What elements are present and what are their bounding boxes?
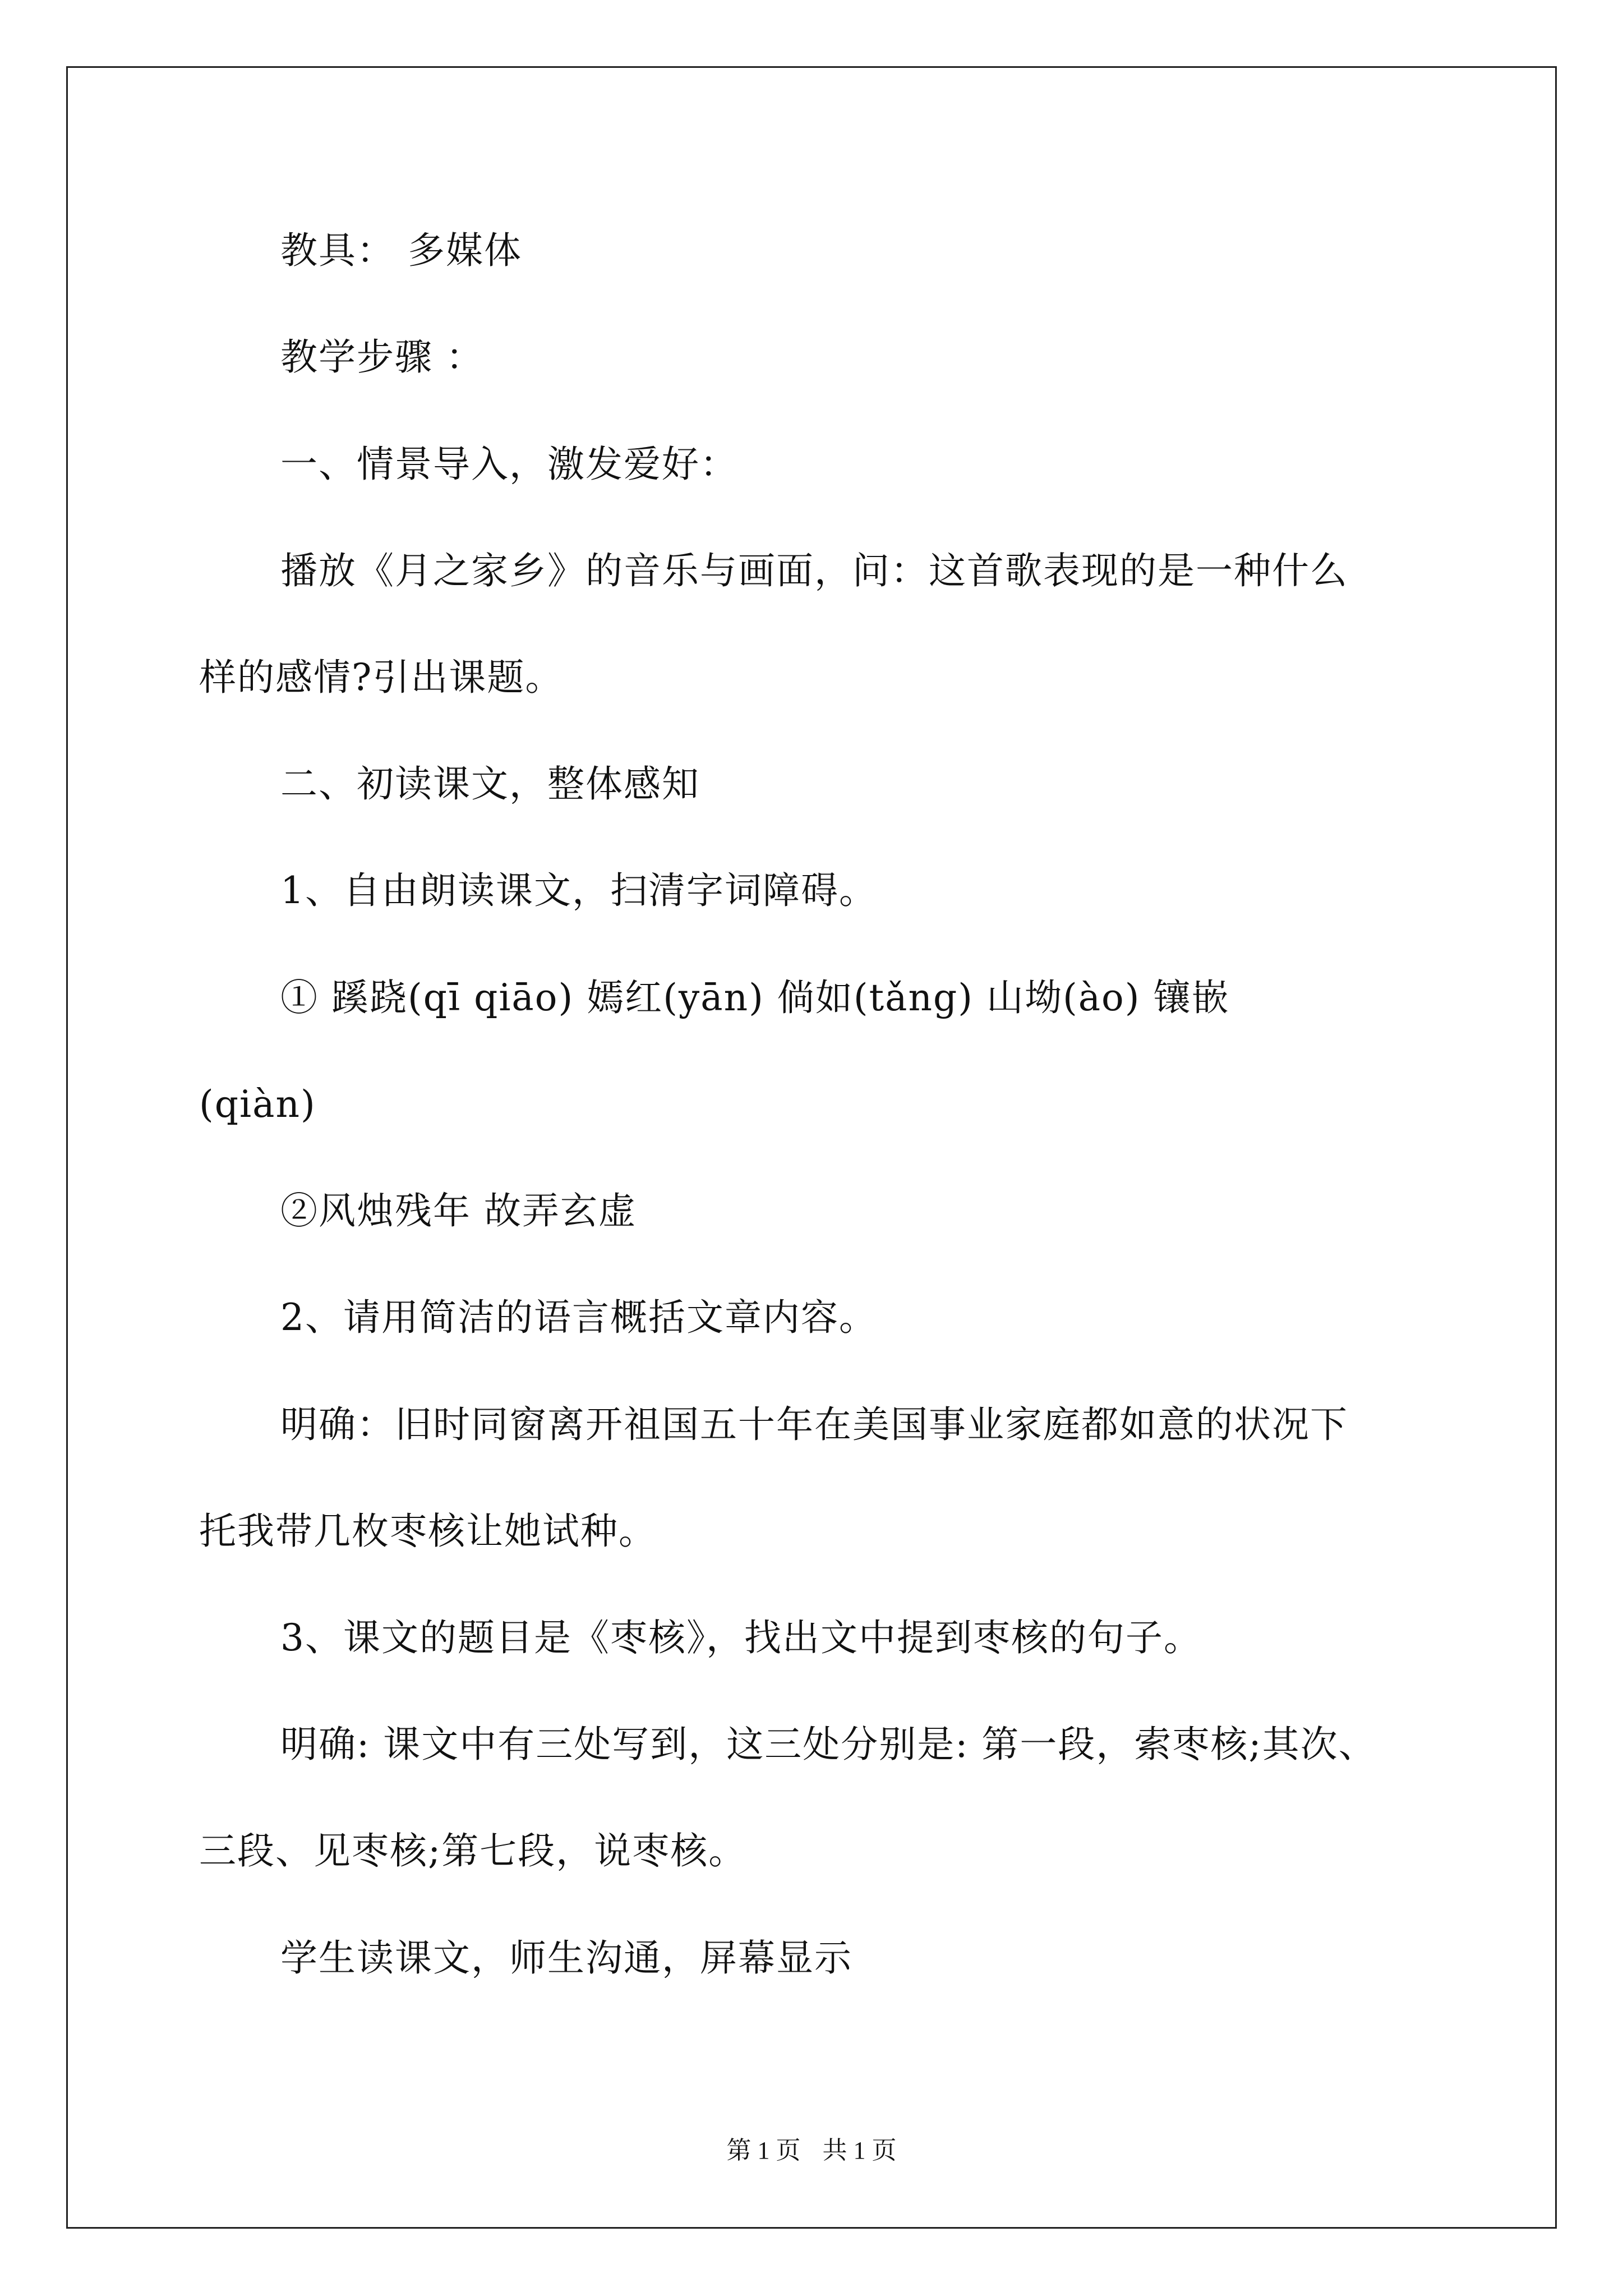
page-number: 第 1 页 <box>726 2137 801 2164</box>
text-line-answer-1-cont: 托我带几枚枣核让她试种。 <box>199 1510 657 1553</box>
text-line-teaching-steps: 教学步骤 ： <box>280 335 484 379</box>
text-line-play-music-cont: 样的感情?引出课题。 <box>199 656 564 699</box>
text-line-section-one: 一、情景导入，激发爱好： <box>280 443 738 486</box>
text-line-section-two: 二、初读课文，整体感知 <box>280 762 700 806</box>
text-line-teaching-tools: 教具： 多媒体 <box>280 229 522 272</box>
text-line-answer-1: 明确：旧时同窗离开祖国五十年在美国事业家庭都如意的状况下 <box>280 1403 1348 1446</box>
text-line-step-2: 2、请用简洁的语言概括文章内容。 <box>280 1296 877 1339</box>
text-line-play-music: 播放《月之家乡》的音乐与画面，问：这首歌表现的是一种什么 <box>280 549 1348 592</box>
text-line-student-reading: 学生读课文，师生沟通，屏幕显示 <box>280 1936 852 1980</box>
page-total: 共 1 页 <box>822 2137 897 2164</box>
text-line-vocab-1: ① 蹊跷(qī qiāo) 嫣红(yān) 倘如(tǎng) 山坳(ào) 镶嵌 <box>280 976 1230 1019</box>
text-line-answer-2-cont: 三段、见枣核;第七段，说枣核。 <box>199 1829 747 1872</box>
page-footer <box>0 2138 1623 2163</box>
text-line-step-1: 1、自由朗读课文，扫清字词障碍。 <box>280 869 877 912</box>
text-line-step-3: 3、课文的题目是《枣核》，找出文中提到枣核的句子。 <box>280 1616 1202 1659</box>
text-line-vocab-2: ②风烛残年 故弄玄虚 <box>280 1189 637 1232</box>
text-line-answer-2: 明确: 课文中有三处写到，这三处分别是: 第一段，索枣核;其次、 <box>280 1723 1377 1766</box>
page-border <box>66 66 1557 2229</box>
text-line-vocab-1-cont: (qiàn) <box>199 1083 316 1126</box>
